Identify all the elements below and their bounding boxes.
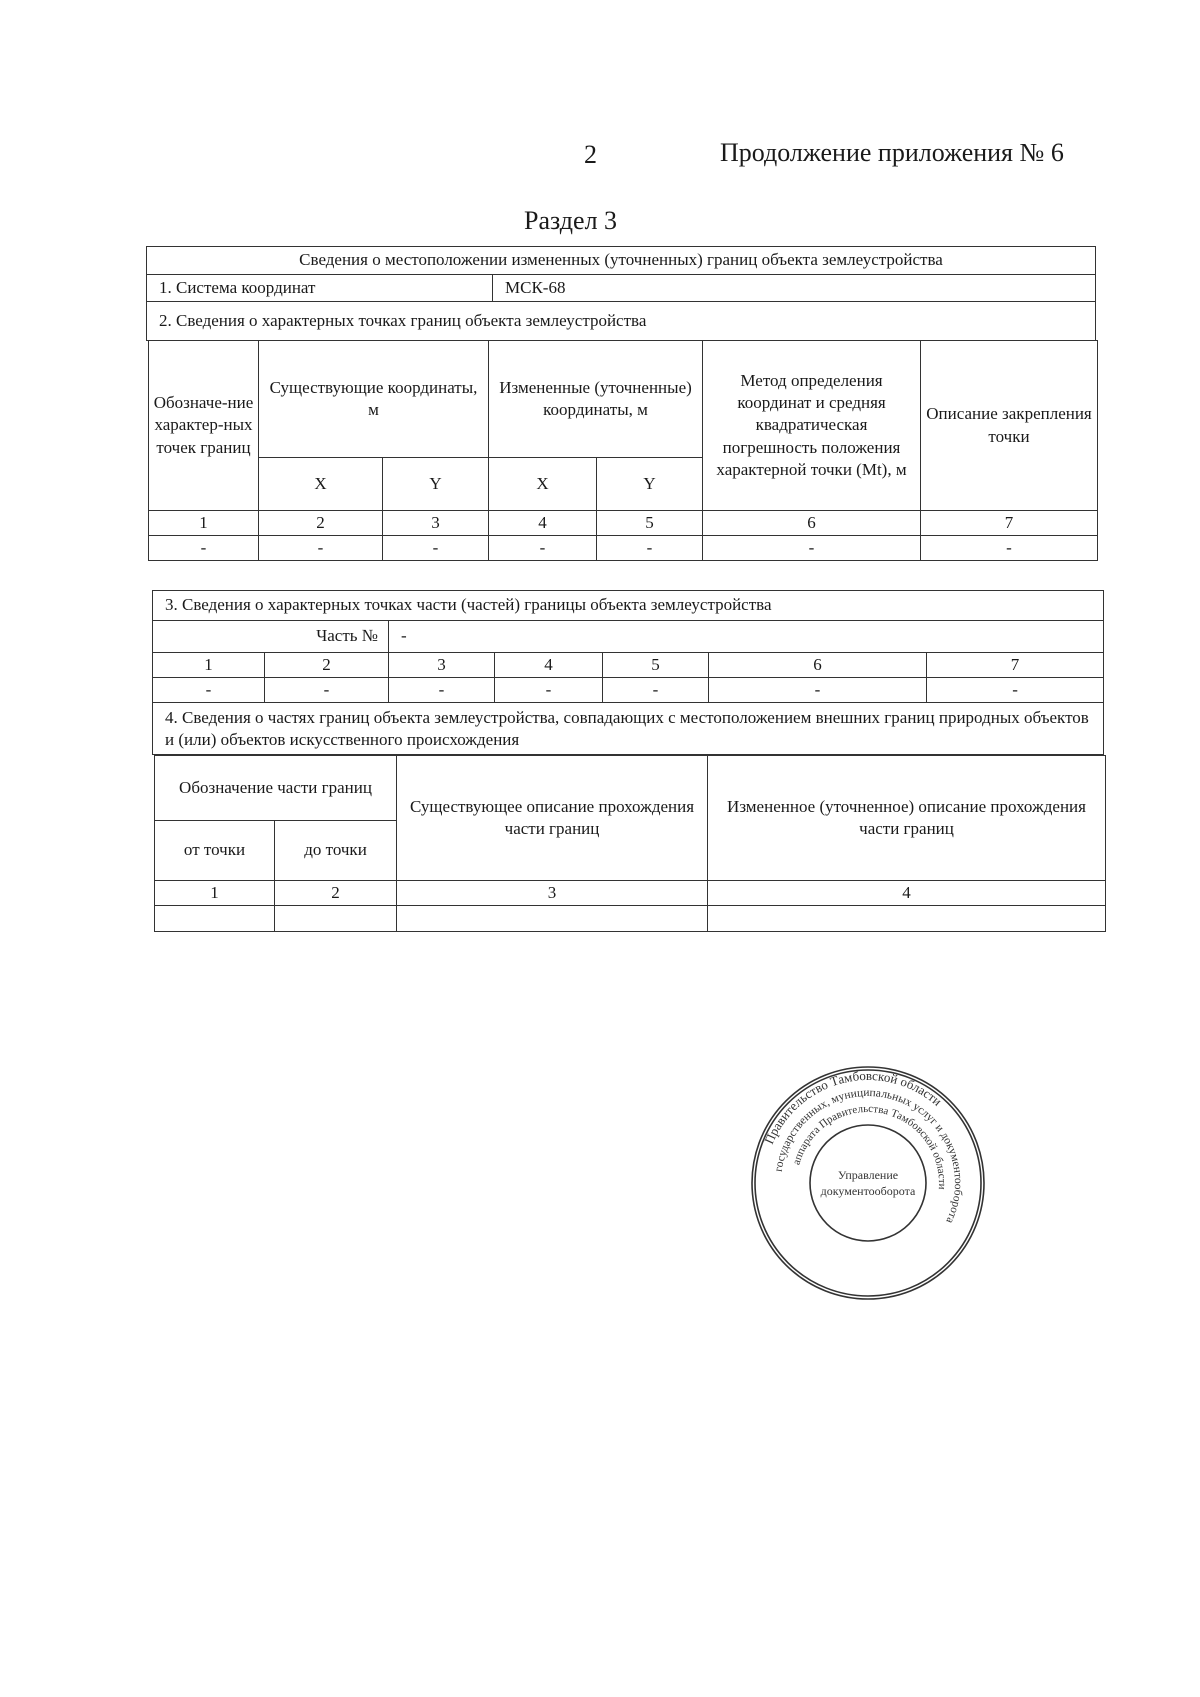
table-cell: -: [489, 536, 597, 561]
header-method: Метод определения координат и средняя квадратическая погрешность положения характерной точки (Mt), м: [703, 341, 921, 511]
part-number-value: -: [389, 621, 1104, 653]
column-number: 7: [921, 511, 1098, 536]
column-number: 2: [259, 511, 383, 536]
column-number: 2: [265, 653, 389, 678]
column-number: 4: [495, 653, 603, 678]
header-part-designation: Обозначение части границ: [155, 756, 397, 821]
column-number: 5: [597, 511, 703, 536]
header-x: X: [489, 458, 597, 511]
table-cell: [397, 906, 708, 932]
header-from-point: от точки: [155, 821, 275, 881]
stamp-middle-text: государственных, муниципальных услуг и документооборота: [772, 1086, 965, 1226]
table-cell: -: [259, 536, 383, 561]
page-number: 2: [584, 140, 597, 169]
stamp-center-line2: документооборота: [820, 1184, 916, 1198]
section-3-table: [152, 590, 1104, 755]
column-number: 4: [708, 881, 1106, 906]
official-stamp: [748, 1063, 988, 1303]
table-cell: [708, 906, 1106, 932]
header-y: Y: [383, 458, 489, 511]
header-y: Y: [597, 458, 703, 511]
header-existing-description: Существующее описание прохождения части границ: [397, 756, 708, 881]
section-4-title: 4. Сведения о частях границ объекта землеустройства, совпадающих с местоположением внешних границ природных объектов и (или) объектов искусственного происхождения: [153, 703, 1104, 755]
table-cell: -: [389, 678, 495, 703]
table-cell: -: [149, 536, 259, 561]
column-number: 5: [603, 653, 709, 678]
column-number: 4: [489, 511, 597, 536]
header-to-point: до точки: [275, 821, 397, 881]
section-2-table: [148, 340, 1098, 561]
column-number: 1: [155, 881, 275, 906]
table-cell: -: [495, 678, 603, 703]
column-number: 6: [703, 511, 921, 536]
column-number: 3: [397, 881, 708, 906]
coord-system-value: МСК-68: [493, 275, 1096, 302]
header-changed-description: Измененное (уточненное) описание прохождения части границ: [708, 756, 1106, 881]
table-cell: -: [927, 678, 1104, 703]
table-cell: -: [709, 678, 927, 703]
table-title: Сведения о местоположении измененных (уточненных) границ объекта землеустройства: [147, 247, 1096, 275]
section-3-title: 3. Сведения о характерных точках части (частей) границы объекта землеустройства: [153, 591, 1104, 621]
table-cell: -: [383, 536, 489, 561]
table-header: [146, 246, 1096, 341]
section-2-title: 2. Сведения о характерных точках границ объекта землеустройства: [147, 302, 1096, 341]
stamp-inner-text: аппарата Правительства Тамбовской области: [790, 1102, 949, 1190]
column-number: 2: [275, 881, 397, 906]
header-x: X: [259, 458, 383, 511]
table-cell: -: [703, 536, 921, 561]
table-cell: -: [153, 678, 265, 703]
table-cell: -: [265, 678, 389, 703]
column-number: 6: [709, 653, 927, 678]
header-point-designation: Обозначе-ние характер-ных точек границ: [149, 341, 259, 511]
header-existing-coords: Существующие координаты, м: [259, 341, 489, 458]
part-number-label: Часть №: [153, 621, 389, 653]
section-title: Раздел 3: [524, 206, 618, 235]
table-cell: [155, 906, 275, 932]
column-number: 3: [389, 653, 495, 678]
header-fixing-description: Описание закрепления точки: [921, 341, 1098, 511]
coord-system-label: 1. Система координат: [147, 275, 493, 302]
column-number: 1: [149, 511, 259, 536]
table-cell: [275, 906, 397, 932]
table-cell: -: [597, 536, 703, 561]
column-number: 7: [927, 653, 1104, 678]
table-cell: -: [603, 678, 709, 703]
stamp-outer-text: Правительство Тамбовской области: [761, 1067, 945, 1147]
column-number: 1: [153, 653, 265, 678]
header-changed-coords: Измененные (уточненные) координаты, м: [489, 341, 703, 458]
stamp-center-line1: Управление: [837, 1168, 899, 1182]
section-4-table: [154, 755, 1106, 932]
table-cell: -: [921, 536, 1098, 561]
appendix-label: Продолжение приложения № 6: [720, 138, 1064, 167]
column-number: 3: [383, 511, 489, 536]
